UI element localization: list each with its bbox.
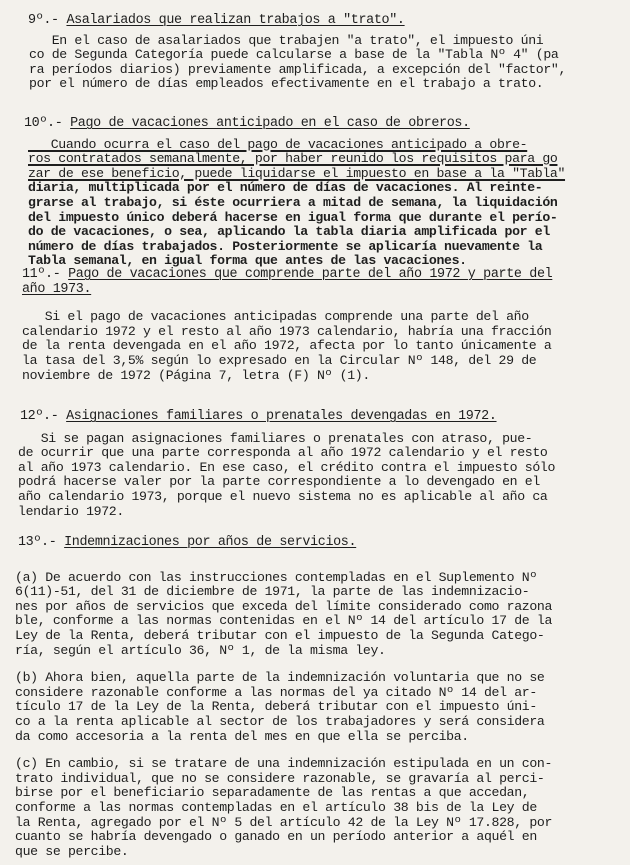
section-13-paragraph-b [0, 671, 630, 744]
section-12-body [0, 432, 630, 520]
section-13-title: Indemnizaciones por años de servicios. [64, 535, 357, 550]
body-line: zar de ese beneficio, puede liquidarse el impuesto en base a la "Tabla" [28, 165, 566, 181]
body-line: trato individual, que no se considere razonable, se gravaría al perci- [15, 770, 545, 786]
body-line: que se percibe. [15, 843, 129, 859]
body-line: la Renta, agregado por el Nº 5 del artículo 42 de la Ley Nº 17.828, por [15, 814, 553, 830]
section-13-heading [0, 536, 630, 551]
body-line: (c) En cambio, si se tratare de una indemnización estipulada en un con- [15, 756, 553, 772]
body-line: do de vacaciones, o sea, aplicando la tabla diaria amplificada por el [28, 224, 550, 240]
section-13-number: 13º.- [18, 535, 57, 550]
body-line: En el caso de asalariados que trabajen "a trato", el impuesto úni [29, 32, 544, 48]
body-line: ble, conforme a las normas contenidas en el Nº 14 del artículo 17 de la [15, 613, 553, 629]
body-line: Ley de la Renta, deberá tributar con el impuesto de la Segunda Catego- [15, 627, 545, 643]
body-line: (a) De acuerdo con las instrucciones contempladas en el Suplemento Nº [15, 569, 537, 585]
section-10-heading [0, 117, 630, 132]
section-12-heading [0, 410, 630, 425]
body-line: de la renta devengada en el año 1972, afecta por lo tanto únicamente a [22, 338, 552, 354]
body-line: Tabla semanal, en igual forma que antes de las vacaciones. [28, 253, 467, 269]
body-line: Cuando ocurra el caso del pago de vacaciones anticipado a obre- [28, 136, 528, 152]
body-line: ros contratados semanalmente, por haber reunido los requisitos para go [28, 151, 558, 167]
body-line: la tasa del 3,5% según lo expresado en la Circular Nº 148, del 29 de [22, 352, 537, 368]
body-line: tículo 17 de la Ley de la Renta, deberá tributar con el impuesto úni- [15, 699, 537, 715]
section-10 [0, 117, 630, 269]
section-9 [0, 14, 630, 92]
body-line: del impuesto único deberá hacerse en igual forma que durante el perío- [28, 209, 558, 225]
body-line: nes por años de servicios que exceda del límite considerado como razona [15, 598, 553, 614]
section-10-title: Pago de vacaciones anticipado en el caso de obreros. [70, 116, 470, 131]
body-line: Si el pago de vacaciones anticipadas comprende una parte del año [22, 309, 529, 325]
section-13-paragraph-a [0, 571, 630, 659]
section-13 [0, 536, 630, 859]
body-line: birse por el beneficiario separadamente de las rentas a que accedan, [15, 785, 530, 801]
section-9-body [0, 34, 630, 92]
body-line: conforme a las normas contempladas en el artículo 38 bis de la Ley de [15, 799, 537, 815]
section-12-number: 12º.- [20, 409, 59, 424]
section-11-title-cont: año 1973. [22, 281, 92, 297]
body-line: al año 1973 calendario. En ese caso, el crédito contra el impuesto sólo [18, 459, 556, 475]
body-line: podrá hacerse valer por la parte correspondiente a lo devengado en el [18, 474, 540, 490]
body-line: 6(11)-51, del 31 de diciembre de 1971, la parte de las indemnizacio- [15, 584, 530, 600]
section-11 [0, 268, 630, 383]
section-11-title: Pago de vacaciones que comprende parte del año 1972 y parte del [68, 267, 553, 282]
section-9-title: Asalariados que realizan trabajos a "trato". [66, 13, 405, 28]
body-line: calendario 1972 y el resto al año 1973 calendario, habría una fracción [22, 323, 552, 339]
body-line: grarse al trabajo, si éste ocurriera a mitad de semana, la liquidación [28, 194, 558, 210]
section-10-number: 10º.- [24, 116, 63, 131]
section-11-number: 11º.- [22, 267, 61, 282]
body-line: de ocurrir que una parte corresponda al año 1972 calendario y el resto [18, 445, 548, 461]
body-line: año calendario 1973, porque el nuevo sistema no es aplicable al año ca [18, 488, 548, 504]
body-line: noviembre de 1972 (Página 7, letra (F) Nº (1). [22, 367, 370, 383]
body-line: (b) Ahora bien, aquella parte de la indemnización voluntaria que no se [15, 670, 545, 686]
body-line: cuanto se habría devengado o ganado en un período anterior a aquél en [15, 829, 537, 845]
section-11-heading-cont [0, 283, 630, 298]
section-11-body [0, 310, 630, 383]
body-line: número de días trabajados. Posteriormente se aplicaría nuevamente la [28, 238, 543, 254]
body-line: considere razonable conforme a las normas del ya citado Nº 14 del ar- [15, 684, 537, 700]
section-12 [0, 410, 630, 519]
section-10-body [0, 138, 630, 269]
body-line: por el número de días empleados efectivamente en el trabajo a trato. [29, 76, 544, 92]
body-line: co a la renta aplicable al sector de los trabajadores y será considera [15, 713, 545, 729]
section-9-number: 9º.- [28, 13, 59, 28]
section-11-heading [0, 268, 630, 283]
body-line: Si se pagan asignaciones familiares o prenatales con atraso, pue- [18, 430, 533, 446]
body-line: diaria, multiplicada por el número de días de vacaciones. Al reinte- [28, 180, 543, 196]
section-13-paragraph-c [0, 757, 630, 859]
body-line: co de Segunda Categoría puede calcularse a base de la "Tabla Nº 4" (pa [29, 47, 559, 63]
section-9-heading [0, 14, 630, 29]
body-line: ra períodos diarios) previamente amplificada, a excepción del "factor", [29, 61, 567, 77]
body-line: lendario 1972. [18, 503, 124, 519]
body-line: ría, según el artículo 36, Nº 1, de la misma ley. [15, 642, 386, 658]
body-line: da como accesoria a la renta del mes en que ella se perciba. [15, 728, 469, 744]
section-12-title: Asignaciones familiares o prenatales devengadas en 1972. [66, 409, 497, 424]
